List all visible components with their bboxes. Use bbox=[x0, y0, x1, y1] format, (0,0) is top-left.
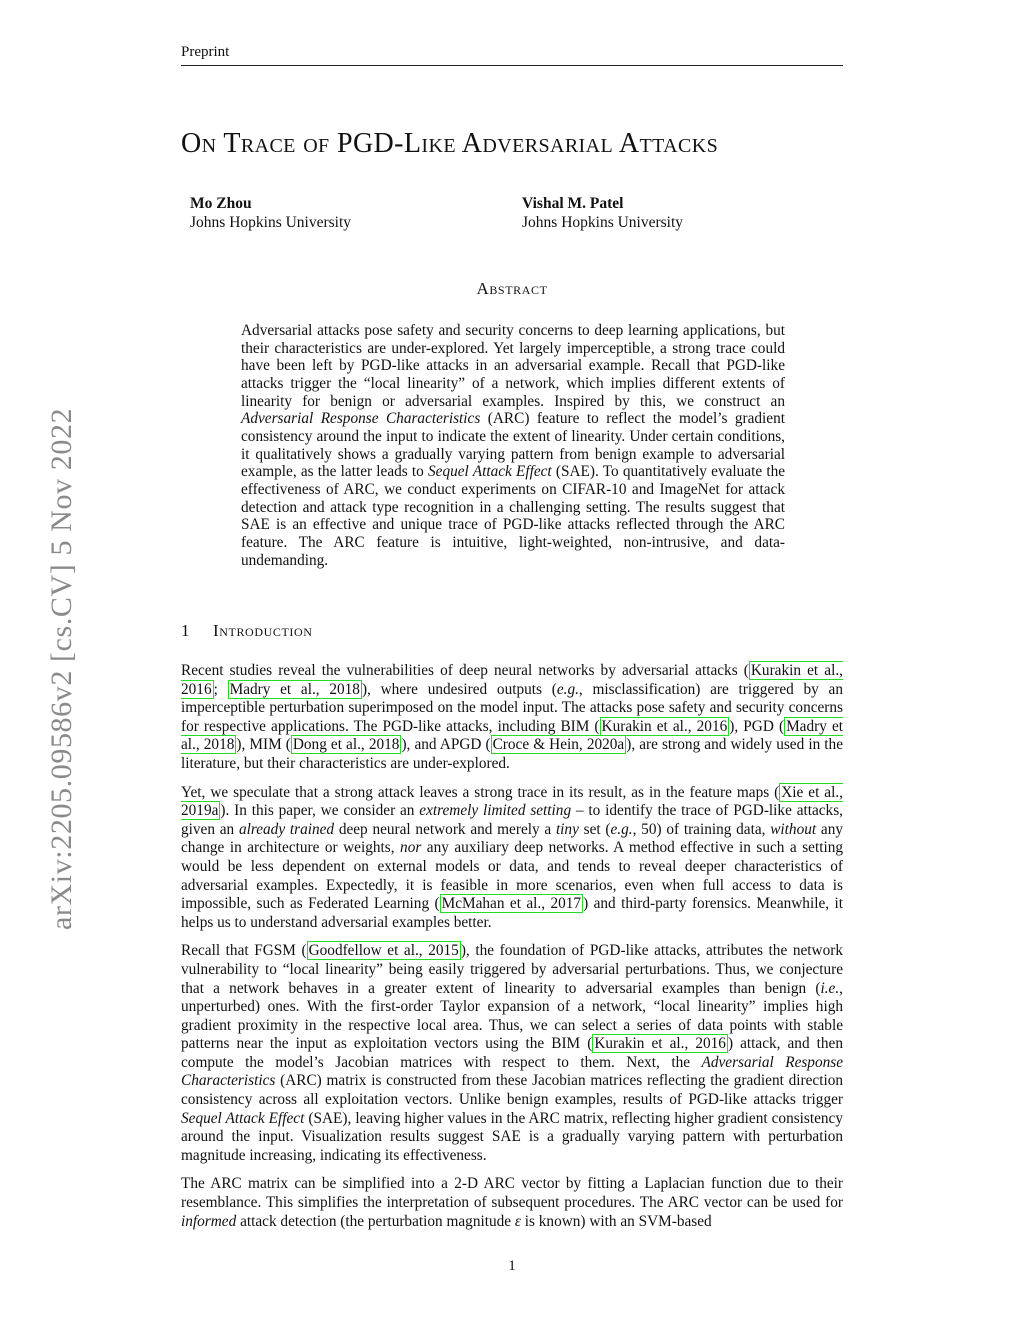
author-affiliation: Johns Hopkins University bbox=[190, 214, 352, 231]
citation-link[interactable]: Goodfellow et al., 2015 bbox=[308, 942, 459, 960]
arxiv-stamp: arXiv:2205.09586v2 [cs.CV] 5 Nov 2022 bbox=[45, 407, 78, 930]
citation-link[interactable]: Dong et al., 2018 bbox=[292, 736, 400, 754]
citation-link[interactable]: Xie et al., 2019a bbox=[181, 783, 843, 820]
page-number: 1 bbox=[508, 1258, 516, 1274]
math-epsilon: ε bbox=[514, 1212, 521, 1230]
citation-link[interactable]: Croce & Hein, 2020a bbox=[492, 736, 625, 754]
paragraph: Recall that FGSM ( Goodfellow et al., 2015 ), the foundation of PGD-like attacks, attributes the network vulnerability to “local linearity” being easily triggered by adversarial perturbations. Thus, we conjecture that a network behaves in a greater extent of linearity to adversarial examples than benign (i.e., unperturbed) ones. With the first-order Taylor expansion of a network, “local linearity” implies high gradient proximity in the respective local area. Thus, we can select a series of data points with stable patterns near the input as exploitation vectors using the BIM ( Kurakin et al., 2016 ) attack, and then compute the model’s Jacobian matrices with respect to them. Next, the Adversarial Response Characteristics (ARC) matrix is constructed from these Jacobian matrices reflecting the gradient direction consistency across all exploitation vectors. Unlike benign examples, results of PGD-like attacks trigger Sequel Attack Effect (SAE), leaving higher values in the ARC matrix, reflecting higher gradient consistency around the input. Visualization results suggest SAE is a gradually varying pattern with perturbation magnitude increasing, indicating its effectiveness. bbox=[181, 942, 843, 1164]
citation-link[interactable]: Kurakin et al., 2016 bbox=[594, 1035, 726, 1053]
citation-link[interactable]: Kurakin et al., 2016 bbox=[181, 662, 843, 698]
paragraph: The ARC matrix can be simplified into a 2-D ARC vector by fitting a Laplacian function due to their resemblance. This simplifies the interpretation of subsequent procedures. The ARC vector can be used for informed attack detection (the perturbation magnitude ε is known) with an SVM-based bbox=[181, 1175, 843, 1230]
header-rule bbox=[181, 65, 843, 66]
abstract-text: Adversarial attacks pose safety and security concerns to deep learning applications, but their characteristics are under-explored. Yet largely imperceptible, a strong trace could have been left by PGD-like attacks in an adversarial example. Recall that PGD-like attacks trigger the “local linearity” of a network, which implies different extents of linearity for benign or adversarial examples. Inspired by this, we construct an Adversarial Response Characteristics (ARC) feature to reflect the model’s gradient consistency around the input to indicate the extent of linearity. Under certain conditions, it qualitatively shows a gradually varying pattern from benign example to adversarial example, as the latter leads to Sequel Attack Effect (SAE). To quantitatively evaluate the effectiveness of ARC, we conduct experiments on CIFAR-10 and ImageNet for attack detection and attack type recognition in a challenging setting. The results suggest that SAE is an effective and unique trace of PGD-like attacks reflected through the ARC feature. The ARC feature is intuitive, light-weighted, non-intrusive, and data-undemanding. bbox=[241, 322, 786, 569]
section-title: Introduction bbox=[213, 621, 313, 640]
citation-link[interactable]: McMahan et al., 2017 bbox=[441, 895, 582, 913]
section-number: 1 bbox=[181, 621, 191, 640]
intro-body bbox=[181, 662, 843, 1241]
author-affiliation: Johns Hopkins University bbox=[522, 214, 684, 231]
author-name: Vishal M. Patel bbox=[522, 195, 624, 212]
section-heading bbox=[181, 621, 313, 641]
author-block bbox=[190, 194, 351, 232]
paragraph: Recent studies reveal the vulnerabilities of deep neural networks by adversarial attacks ( Kurakin et al., 2016 ; Madry et al., 2018 ), where undesired outputs (e.g., misclassification) are triggered by an imperceptible perturbation superimposed on the model input. The attacks pose safety and security concerns for respective applications. The PGD-like attacks, including BIM ( Kurakin et al., 2016 ), PGD ( Madry et al., 2018 ), MIM ( Dong et al., 2018 ), and APGD ( Croce & Hein, 2020a ), are strong and widely used in the literature, but their characteristics are under-explored. bbox=[181, 662, 843, 772]
citation-link[interactable]: Madry et al., 2018 bbox=[181, 717, 843, 754]
running-head: Preprint bbox=[181, 44, 230, 60]
paper-title: On Trace of PGD-Like Adversarial Attacks bbox=[181, 128, 719, 159]
abstract-heading: Abstract bbox=[476, 279, 548, 298]
citation-link[interactable]: Kurakin et al., 2016 bbox=[601, 717, 728, 735]
citation-link[interactable]: Madry et al., 2018 bbox=[229, 680, 360, 698]
author-name: Mo Zhou bbox=[190, 195, 252, 212]
author-block bbox=[522, 194, 683, 232]
paragraph: Yet, we speculate that a strong attack leaves a strong trace in its result, as in the feature maps ( Xie et al., 2019a ). In this paper, we consider an extremely limited setting – to identify the trace of PGD-like attacks, given an already trained deep neural network and merely a tiny set (e.g., 50) of training data, without any change in architecture or weights, nor any auxiliary deep networks. A method effective in such a setting would be less dependent on external models or data, and tends to reveal deeper characteristics of adversarial examples. Expectedly, it is feasible in more scenarios, even when full access to data is impossible, such as Federated Learning ( McMahan et al., 2017 ) and third-party forensics. Meanwhile, it helps us to understand adversarial examples better. bbox=[181, 783, 843, 931]
